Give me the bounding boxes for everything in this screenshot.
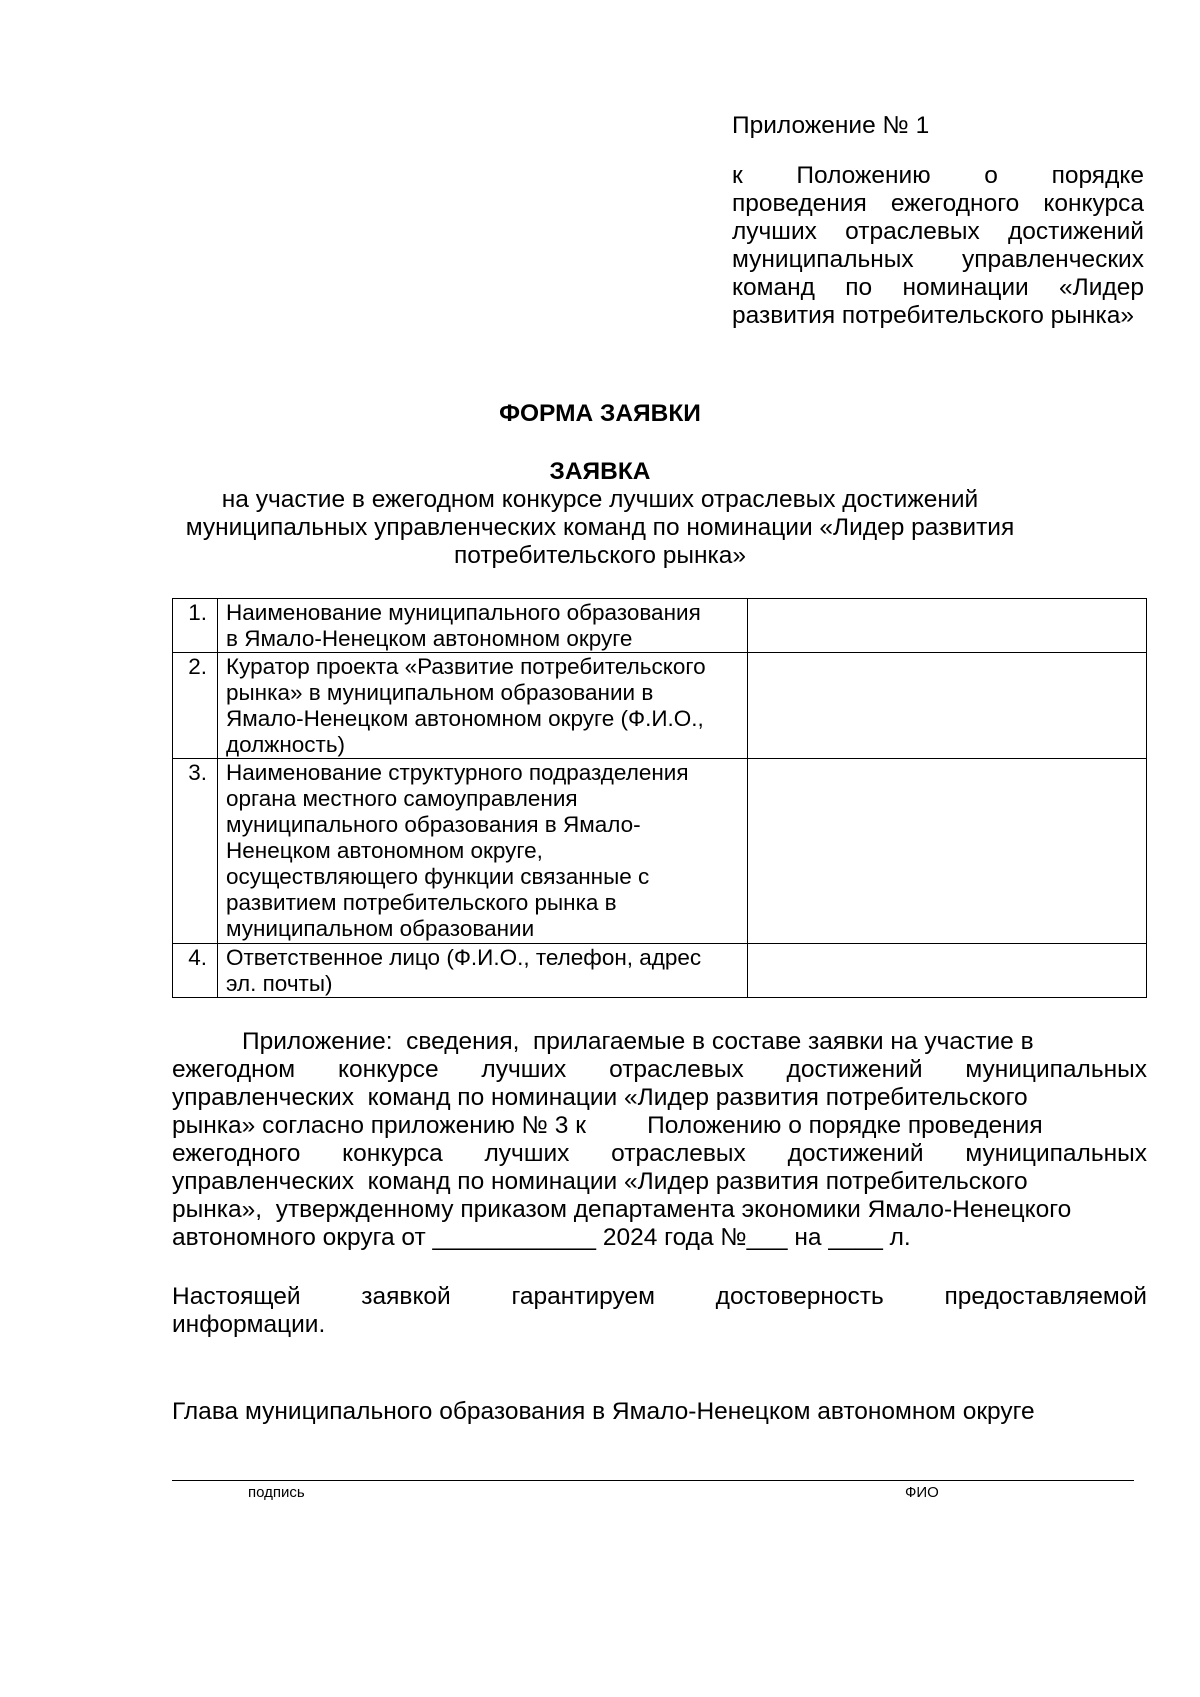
guarantee-line: информации.	[172, 1311, 326, 1338]
row-number: 1.	[173, 599, 218, 653]
row-value-field[interactable]	[748, 944, 1147, 998]
table-row	[173, 759, 1147, 944]
signature-line[interactable]	[172, 1480, 1134, 1481]
attachment-line: Приложение: сведения, прилагаемые в составе заявки на участие в	[242, 1028, 1034, 1055]
signature-label: подпись	[248, 1484, 305, 1501]
fio-label: ФИО	[905, 1484, 939, 1501]
zayavka-subtitle: на участие в ежегодном конкурсе лучших отраслевых достижений муниципальных управленческих команд по номинации «Лидер развития потребительского рынка»	[185, 486, 1015, 569]
row-label: Куратор проекта «Развитие потребительского рынка» в муниципальном образовании в Ямало-Ненецком автономном округе (Ф.И.О., должность)	[218, 653, 748, 759]
attachment-line: автономного округа от ____________ 2024 года №___ на ____ л.	[172, 1224, 911, 1251]
attachment-line: ежегодного конкурса лучших отраслевых достижений муниципальных	[172, 1140, 1147, 1167]
form-title: ФОРМА ЗАЯВКИ	[499, 400, 701, 427]
zayavka-title: ЗАЯВКА	[549, 458, 651, 485]
row-number: 3.	[173, 759, 218, 944]
attachment-note	[172, 1028, 1147, 1252]
row-value-field[interactable]	[748, 653, 1147, 759]
row-label: Наименование муниципального образования в Ямало-Ненецком автономном округе	[218, 599, 748, 653]
row-number: 2.	[173, 653, 218, 759]
guarantee-paragraph	[172, 1283, 1147, 1339]
head-title: Глава муниципального образования в Ямало-Ненецком автономном округе	[172, 1398, 1035, 1425]
attachment-line: управленческих команд по номинации «Лидер развития потребительского	[172, 1084, 1028, 1111]
row-label: Наименование структурного подразделения органа местного самоуправления муниципального образования в Ямало- Ненецком автономном округе, осуществляющего функции связанные с развитием потребительского рынка в муниципальном образовании	[218, 759, 748, 944]
application-table	[172, 598, 1147, 998]
row-value-field[interactable]	[748, 759, 1147, 944]
attachment-line: рынка» согласно приложению № 3 к Положению о порядке проведения	[172, 1112, 1043, 1139]
row-label: Ответственное лицо (Ф.И.О., телефон, адрес эл. почты)	[218, 944, 748, 998]
attachment-line: рынка», утвержденному приказом департамента экономики Ямало-Ненецкого	[172, 1196, 1072, 1223]
table-row	[173, 653, 1147, 759]
guarantee-line: Настоящей заявкой гарантируем достоверность предоставляемой	[172, 1283, 1147, 1310]
attachment-line: ежегодном конкурсе лучших отраслевых достижений муниципальных	[172, 1056, 1147, 1083]
table-row	[173, 944, 1147, 998]
appendix-title: Приложение № 1	[732, 112, 930, 139]
row-number: 4.	[173, 944, 218, 998]
table-row	[173, 599, 1147, 653]
appendix-block	[732, 112, 1144, 330]
attachment-line: управленческих команд по номинации «Лидер развития потребительского	[172, 1168, 1028, 1195]
row-value-field[interactable]	[748, 599, 1147, 653]
appendix-text: к Положению о порядке проведения ежегодного конкурса лучших отраслевых достижений муниципальных управленческих команд по номинации «Лидер развития потребительского рынка»	[732, 162, 1144, 329]
